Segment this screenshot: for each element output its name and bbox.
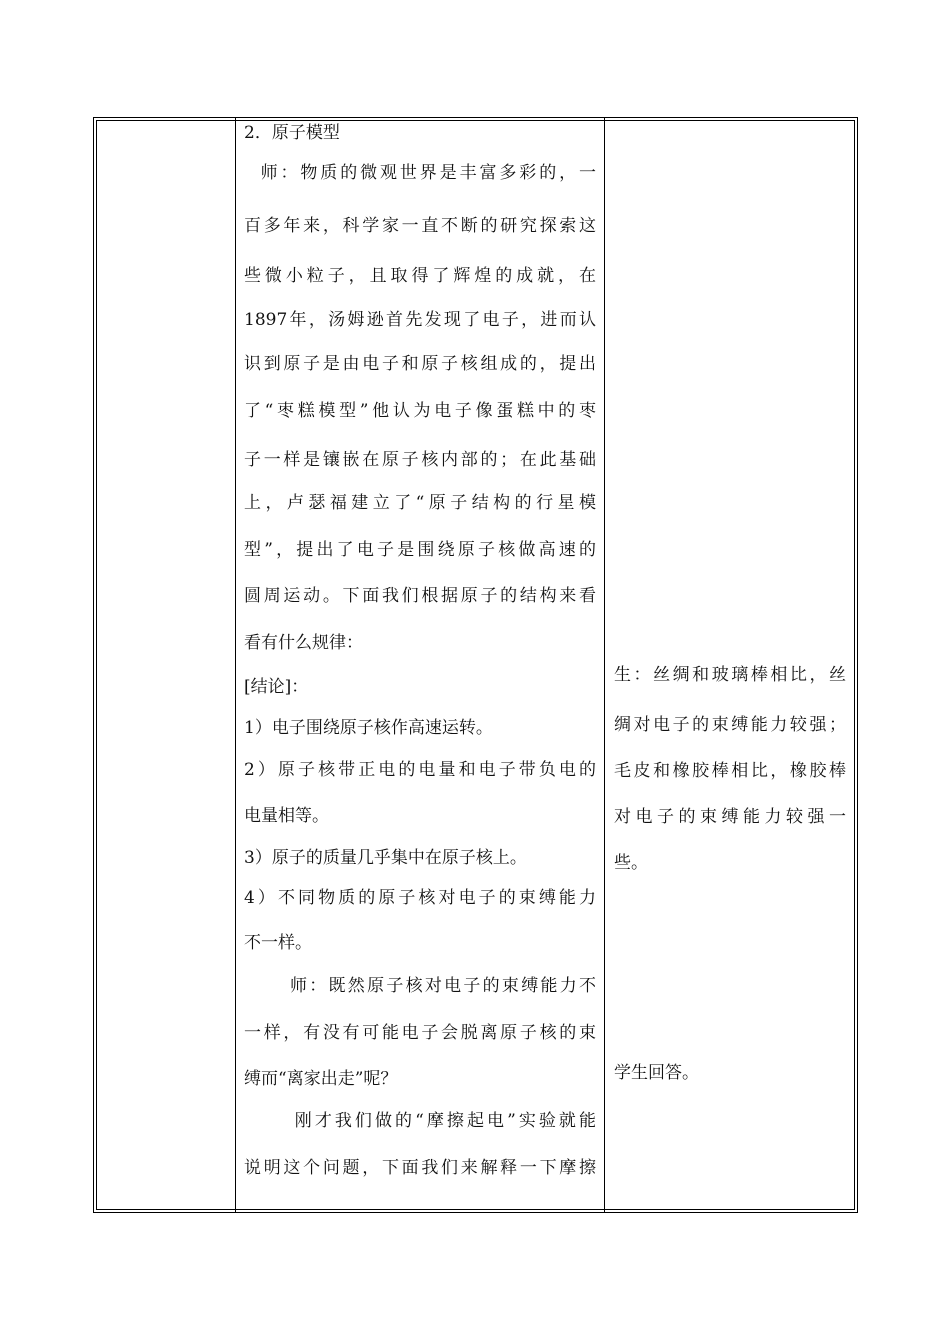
content-line: 百多年来，科学家一直不断的研究探索这 xyxy=(244,216,596,236)
content-line: 师：既然原子核对电子的束缚能力不 xyxy=(244,976,596,996)
content-line: 说明这个问题，下面我们来解释一下摩擦 xyxy=(244,1158,596,1178)
student-line: 毛皮和橡胶棒相比，橡胶棒 xyxy=(614,761,846,781)
content-line: 看有什么规律： xyxy=(244,633,363,653)
lesson-table xyxy=(93,117,858,1213)
content-line: 上，卢瑟福建立了“原子结构的行星模 xyxy=(244,493,596,513)
student-line: 绸对电子的束缚能力较强； xyxy=(614,715,846,735)
student-answer: 学生回答。 xyxy=(614,1063,699,1083)
conclusion-item: 4）不同物质的原子核对电子的束缚能力 xyxy=(244,888,596,908)
student-activity-cell xyxy=(614,118,846,1212)
content-line: 一样，有没有可能电子会脱离原子核的束 xyxy=(244,1023,596,1043)
teacher-content-cell xyxy=(244,118,596,1212)
student-line: 对电子的束缚能力较强一 xyxy=(614,807,846,827)
content-line: 识到原子是由电子和原子核组成的，提出 xyxy=(244,354,596,374)
column-divider-2 xyxy=(604,118,605,1212)
conclusion-item: 不一样。 xyxy=(244,933,312,953)
student-line: 生：丝绸和玻璃棒相比，丝 xyxy=(614,665,846,685)
content-line: 缚而“离家出走”呢？ xyxy=(244,1069,398,1089)
conclusion-item: 2）原子核带正电的电量和电子带负电的 xyxy=(244,760,596,780)
content-line: 刚才我们做的“摩擦起电”实验就能 xyxy=(244,1111,596,1131)
column-divider-1 xyxy=(235,118,236,1212)
content-line: 型”，提出了电子是围绕原子核做高速的 xyxy=(244,540,596,560)
conclusion-item: 电量相等。 xyxy=(244,806,329,826)
conclusion-item: 1）电子围绕原子核作高速运转。 xyxy=(244,718,493,738)
student-line: 些。 xyxy=(614,853,648,873)
conclusion-item: 3）原子的质量几乎集中在原子核上。 xyxy=(244,848,527,868)
content-line: 了“枣糕模型”他认为电子像蛋糕中的枣 xyxy=(244,401,596,421)
content-line: 圆周运动。下面我们根据原子的结构来看 xyxy=(244,586,596,606)
empty-left-cell xyxy=(97,118,235,1212)
conclusion-heading: [结论]： xyxy=(244,677,309,697)
section-heading: 2．原子模型 xyxy=(244,123,340,143)
content-line: 些微小粒子，且取得了辉煌的成就，在 xyxy=(244,266,596,286)
content-line: 师：物质的微观世界是丰富多彩的，一 xyxy=(244,163,596,183)
content-line: 子一样是镶嵌在原子核内部的；在此基础 xyxy=(244,450,596,470)
content-line: 1897年，汤姆逊首先发现了电子，进而认 xyxy=(244,310,596,330)
